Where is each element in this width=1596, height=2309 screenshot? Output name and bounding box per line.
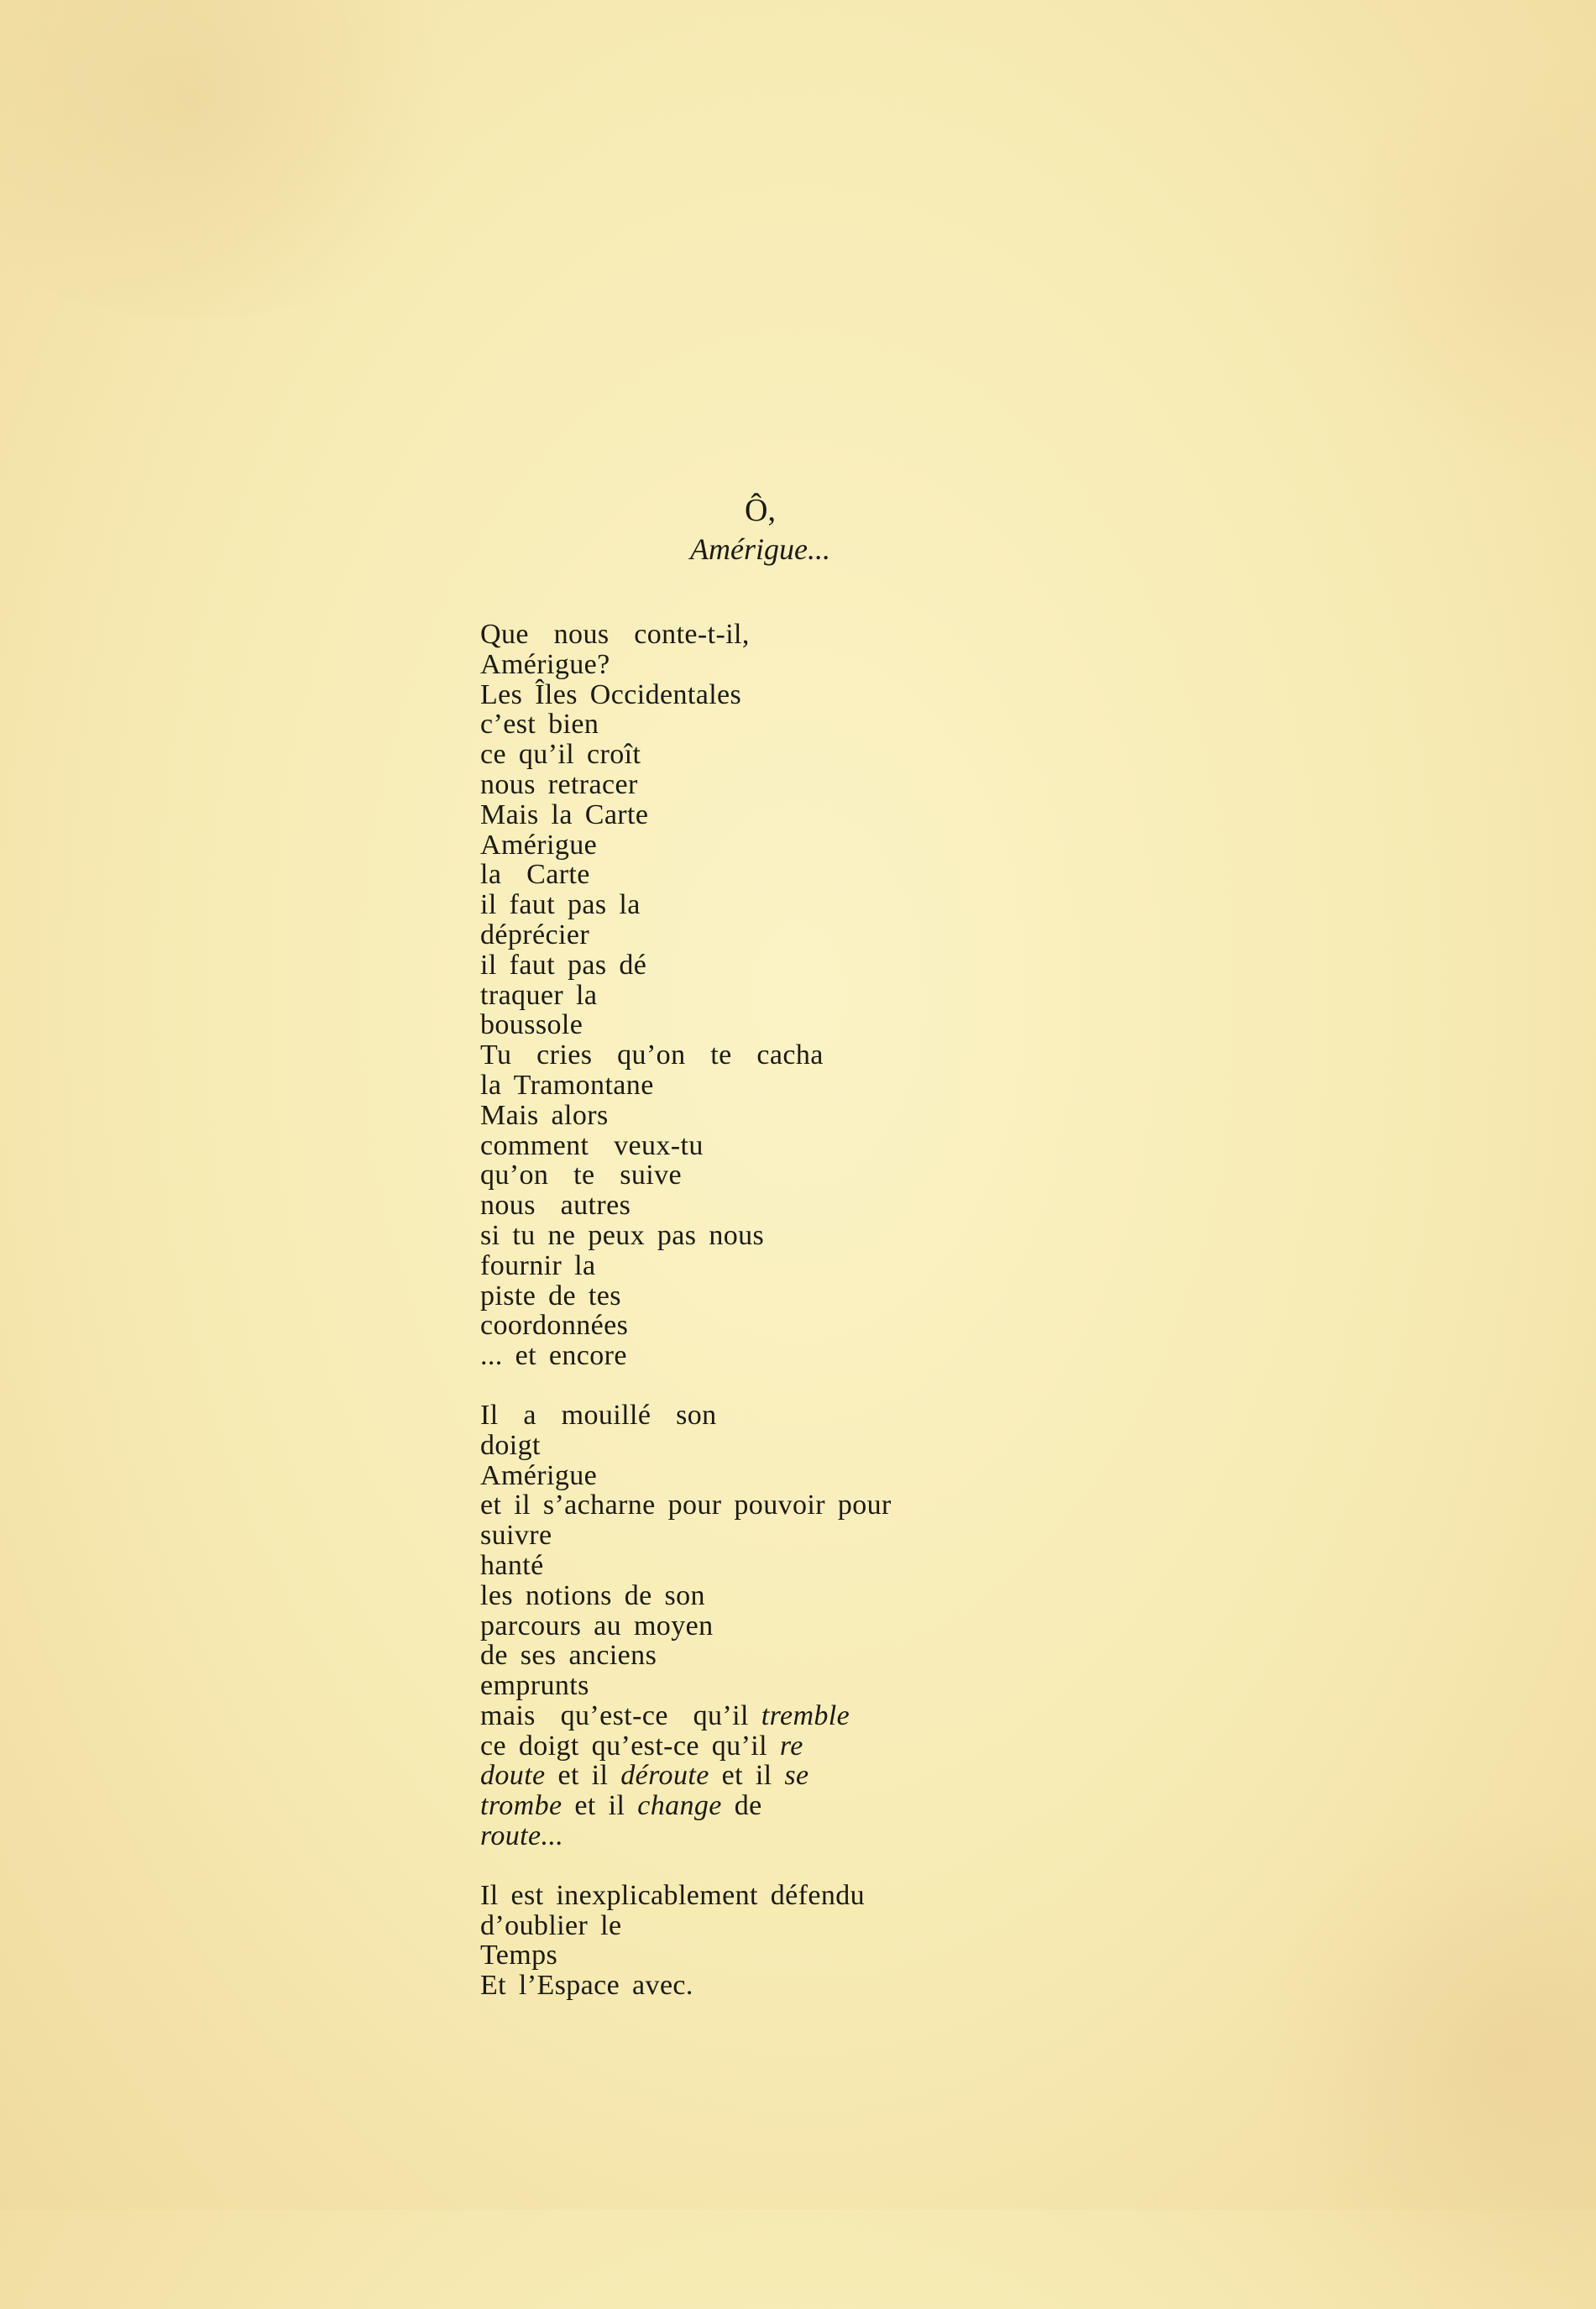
poem-italic-text: re xyxy=(779,1730,803,1762)
poem-italic-text: change xyxy=(637,1790,722,1822)
poem-text: c’est bien xyxy=(480,709,599,741)
poem-line xyxy=(480,1521,1488,1551)
poem-italic-text: tremble xyxy=(761,1699,850,1731)
poem-title-block xyxy=(0,491,1596,568)
poem-line xyxy=(480,920,1488,950)
poem-text: comment veux-tu xyxy=(480,1129,704,1161)
poem-text: et il xyxy=(709,1760,785,1792)
poem-line xyxy=(480,1881,1488,1911)
poem-line xyxy=(480,860,1488,890)
poem-line xyxy=(480,1010,1488,1040)
poem-line xyxy=(480,650,1488,680)
poem-body xyxy=(480,620,1488,2030)
poem-line xyxy=(480,890,1488,920)
poem-text: nous autres xyxy=(480,1190,631,1222)
poem-text: Mais alors xyxy=(480,1099,609,1131)
poem-line xyxy=(480,1221,1488,1251)
poem-text: nous retracer xyxy=(480,768,638,800)
poem-line xyxy=(480,1940,1488,1971)
poem-line xyxy=(480,1971,1488,2001)
poem-text: et il xyxy=(562,1790,638,1822)
poem-text: il faut pas la xyxy=(480,889,641,921)
poem-line xyxy=(480,1431,1488,1461)
poem-text: qu’on te suive xyxy=(480,1160,683,1191)
poem-line xyxy=(480,1551,1488,1581)
poem-line xyxy=(480,1040,1488,1071)
poem-text: d’oublier le xyxy=(480,1909,622,1941)
poem-text: coordonnées xyxy=(480,1310,629,1342)
poem-line xyxy=(480,800,1488,830)
poem-text: traquer la xyxy=(480,979,598,1011)
poem-text: Amérigue xyxy=(480,1459,598,1491)
poem-text: piste de tes xyxy=(480,1280,621,1312)
poem-text: la Tramontane xyxy=(480,1069,654,1101)
poem-subtitle: Amérigue... xyxy=(690,532,830,566)
poem-line xyxy=(480,1101,1488,1131)
poem-line xyxy=(480,770,1488,800)
poem-line xyxy=(480,1641,1488,1671)
poem-text: Temps xyxy=(480,1940,558,1971)
poem-italic-text: doute xyxy=(480,1760,546,1792)
poem-line xyxy=(480,1581,1488,1611)
poem-text: Les Îles Occidentales xyxy=(480,678,742,710)
poem-text: Que nous conte-t-il, xyxy=(480,619,750,650)
poem-text: fournir la xyxy=(480,1249,596,1281)
poem-line xyxy=(480,709,1488,740)
poem-line xyxy=(480,1401,1488,1431)
poem-line xyxy=(480,1461,1488,1491)
poem-italic-text: route... xyxy=(480,1820,564,1852)
poem-line xyxy=(480,1490,1488,1521)
paper-stain xyxy=(0,0,487,319)
poem-text: les notions de son xyxy=(480,1579,705,1611)
poem-text: si tu ne peux pas nous xyxy=(480,1219,765,1251)
poem-line xyxy=(480,1911,1488,1941)
poem-line xyxy=(480,950,1488,981)
poem-line xyxy=(480,981,1488,1011)
poem-line xyxy=(480,1251,1488,1281)
paper-stain xyxy=(1327,50,1596,470)
poem-line xyxy=(480,1731,1488,1762)
poem-stanza xyxy=(480,1401,1488,1851)
poem-text: Il est inexplicablement défendu xyxy=(480,1879,866,1911)
poem-line xyxy=(480,1071,1488,1101)
poem-line xyxy=(480,1341,1488,1371)
poem-line xyxy=(480,1191,1488,1221)
poem-text: mais qu’est-ce qu’il xyxy=(480,1699,761,1731)
poem-line xyxy=(480,1701,1488,1731)
poem-text: hanté xyxy=(480,1549,544,1581)
poem-text: parcours au moyen xyxy=(480,1610,714,1641)
poem-italic-text: trombe xyxy=(480,1790,563,1822)
poem-text: Amérigue xyxy=(480,829,598,861)
poem-text: ce qu’il croît xyxy=(480,739,641,771)
poem-title: Ô, xyxy=(745,493,776,528)
poem-line xyxy=(480,1821,1488,1851)
poem-text: Il a mouillé son xyxy=(480,1399,717,1431)
poem-text: il faut pas dé xyxy=(480,949,647,981)
poem-line xyxy=(480,620,1488,650)
poem-italic-text: se xyxy=(784,1760,809,1792)
poem-text: ce doigt qu’est-ce qu’il xyxy=(480,1730,780,1762)
poem-text: de xyxy=(721,1790,762,1822)
poem-line xyxy=(480,1311,1488,1341)
poem-line xyxy=(480,1281,1488,1312)
poem-text: Et l’Espace avec. xyxy=(480,1970,693,2002)
poem-line xyxy=(480,1131,1488,1161)
poem-text: la Carte xyxy=(480,859,590,891)
poem-line xyxy=(480,680,1488,710)
poem-line xyxy=(480,1160,1488,1191)
poem-text: emprunts xyxy=(480,1670,589,1702)
poem-text: Amérigue? xyxy=(480,648,610,680)
poem-text: suivre xyxy=(480,1520,552,1552)
poem-text: Mais la Carte xyxy=(480,798,649,830)
poem-line xyxy=(480,1791,1488,1821)
poem-text: et il xyxy=(545,1760,621,1792)
poem-text: déprécier xyxy=(480,919,590,950)
poem-text: et il s’acharne pour pouvoir pour xyxy=(480,1490,892,1521)
poem-italic-text: déroute xyxy=(620,1760,709,1792)
poem-text: ... et encore xyxy=(480,1340,627,1372)
poem-stanza xyxy=(480,1881,1488,2001)
poem-text: doigt xyxy=(480,1429,541,1461)
poem-line xyxy=(480,830,1488,861)
poem-line xyxy=(480,1761,1488,1791)
poem-line xyxy=(480,1671,1488,1701)
poem-line xyxy=(480,1611,1488,1641)
poem-stanza xyxy=(480,620,1488,1371)
poem-line xyxy=(480,740,1488,770)
poem-text: de ses anciens xyxy=(480,1640,657,1672)
poem-text: boussole xyxy=(480,1009,583,1041)
poem-text: Tu cries qu’on te cacha xyxy=(480,1039,824,1071)
